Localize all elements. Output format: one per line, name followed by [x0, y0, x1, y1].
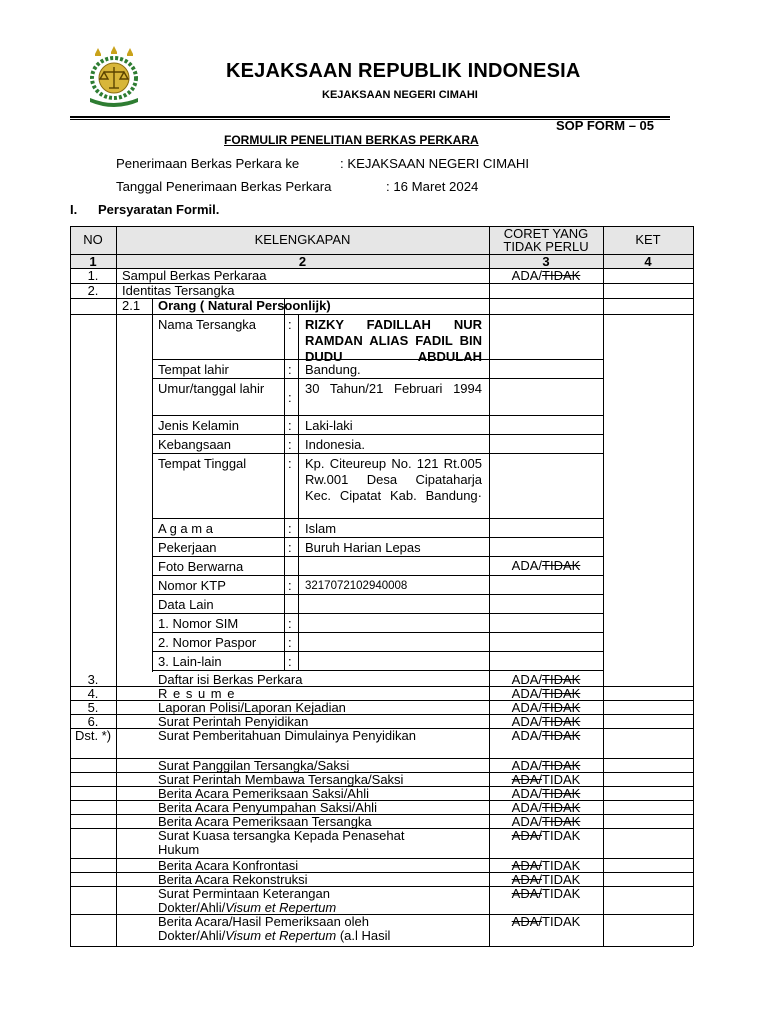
row-status: [489, 873, 603, 887]
status-tidak: TIDAK: [542, 686, 581, 701]
section-heading: [70, 202, 219, 217]
table-hline: [152, 575, 489, 576]
item-label: [158, 787, 369, 801]
table-hline: [70, 946, 693, 947]
table-hline: [489, 434, 603, 435]
item-number: 6.: [87, 714, 99, 729]
table-vline: [70, 226, 71, 946]
item-line: [158, 843, 404, 857]
status-tidak: TIDAK: [542, 872, 581, 887]
status-tidak: TIDAK: [542, 758, 581, 773]
identity-value: Islam: [305, 521, 337, 536]
status-tidak: TIDAK: [542, 914, 581, 929]
status-ada: ADA/: [511, 886, 543, 901]
item-label: [158, 859, 298, 873]
status-ada: ADA/: [511, 914, 543, 929]
col-header-kelengkapan: KELENGKAPAN: [254, 232, 351, 247]
table-vline: [284, 613, 285, 632]
row-number: 2.: [87, 283, 99, 298]
col-number-4: 4: [644, 254, 652, 269]
row-status: [489, 859, 603, 873]
col-number-2: 2: [298, 254, 307, 269]
item-line-text: Hukum: [158, 842, 200, 857]
row-item: Sampul Berkas Perkaraa: [122, 268, 267, 283]
identity-colon: :: [288, 635, 292, 650]
identity-colon: :: [288, 616, 292, 631]
identity-label: Kebangsaan: [158, 437, 232, 452]
table-hline: [489, 415, 603, 416]
form-title: FORMULIR PENELITIAN BERKAS PERKARA: [224, 133, 479, 147]
table-hline: [152, 434, 489, 435]
item-line-text: Dokter/Ahli/: [158, 900, 226, 915]
status-ada: ADA/: [511, 772, 543, 787]
table-hline: [70, 226, 693, 227]
table-vline: [298, 575, 299, 594]
table-hline: [489, 453, 603, 454]
table-hline: [152, 651, 489, 652]
office-subtitle: KEJAKSAAN NEGERI CIMAHI: [322, 89, 478, 101]
table-vline: [298, 651, 299, 670]
table-vline: [284, 594, 285, 613]
item-line-italic: Visum et Repertum: [225, 900, 337, 915]
table-vline: [116, 226, 117, 946]
identity-label: Pekerjaan: [158, 540, 217, 555]
item-number: 3.: [87, 672, 99, 687]
identity-colon: :: [288, 437, 292, 452]
table-vline: [298, 378, 299, 415]
table-vline: [298, 314, 299, 359]
status-tidak: TIDAK: [542, 558, 581, 573]
item-label: [158, 815, 372, 829]
row-item: Identitas Tersangka: [122, 283, 235, 298]
status-ada: ADA/: [511, 558, 543, 573]
col-number-1: 1: [89, 254, 97, 269]
identity-label: Nomor KTP: [158, 578, 226, 593]
item-line: Surat Panggilan Tersangka/Saksi: [158, 758, 350, 773]
row-status: [489, 887, 603, 901]
identity-label: A g a m a: [158, 521, 213, 536]
table-vline: [298, 518, 299, 537]
identity-label: Umur/tanggal lahir: [158, 381, 265, 396]
table-hline: [489, 594, 603, 595]
status-tidak: TIDAK: [542, 800, 581, 815]
item-label: [158, 887, 336, 915]
table-hline: [489, 613, 603, 614]
identity-value: Bandung.: [305, 362, 361, 377]
item-line: Surat Permintaan Keterangan: [158, 886, 330, 901]
item-line: Surat Kuasa tersangka Kepada Penasehat: [158, 828, 405, 843]
row-status: [489, 801, 603, 815]
table-hline: [489, 632, 603, 633]
item-label: [158, 687, 235, 701]
table-hline: [152, 613, 489, 614]
table-hline: [152, 670, 489, 671]
status-tidak: TIDAK: [542, 828, 581, 843]
item-line: R e s u m e: [158, 686, 236, 701]
table-vline: [298, 537, 299, 556]
row-status: [489, 269, 603, 283]
identity-label: Nama Tersangka: [158, 317, 257, 332]
item-label: [158, 715, 308, 729]
received-label: Penerimaan Berkas Perkara ke: [116, 156, 300, 171]
item-line-tail: (a.l Hasil: [336, 928, 391, 943]
identity-colon: :: [288, 390, 292, 405]
institution-title: KEJAKSAAN REPUBLIK INDONESIA: [226, 60, 581, 82]
col-header-ket: KET: [635, 232, 661, 247]
item-line: Berita Acara Rekonstruksi: [158, 872, 308, 887]
table-hline: [152, 378, 489, 379]
item-label: [158, 801, 377, 815]
item-line: Berita Acara Pemeriksaan Tersangka: [158, 814, 372, 829]
identity-colon: :: [288, 521, 292, 536]
item-line-text: Dokter/Ahli/: [158, 928, 226, 943]
status-tidak: TIDAK: [542, 886, 581, 901]
row-status: [489, 715, 603, 729]
table-vline: [693, 226, 694, 946]
identity-value: Indonesia.: [305, 437, 365, 452]
item-label: [158, 759, 349, 773]
table-vline: [284, 314, 285, 359]
row-number: 1.: [87, 268, 99, 283]
identity-colon: :: [288, 578, 292, 593]
item-line: Surat Pemberitahuan Dimulainya Penyidikan: [158, 728, 416, 743]
item-label: [158, 729, 416, 743]
row-status: [489, 687, 603, 701]
table-hline: [152, 632, 489, 633]
table-vline: [284, 415, 285, 434]
status-tidak: TIDAK: [542, 772, 581, 787]
table-vline: [284, 556, 285, 575]
row-status: [489, 787, 603, 801]
identity-colon: :: [288, 362, 292, 377]
item-line: Berita Acara Penyumpahan Saksi/Ahli: [158, 800, 377, 815]
sub-number: 2.1: [122, 298, 141, 313]
identity-value: 30 Tahun/21 Februari 1994: [305, 381, 482, 396]
col-number-3: 3: [542, 254, 550, 269]
date-value: : 16 Maret 2024: [386, 179, 479, 194]
row-status: [489, 773, 603, 787]
table-hline: [152, 453, 489, 454]
identity-label: Data Lain: [158, 597, 214, 612]
identity-label: 1. Nomor SIM: [158, 616, 239, 631]
row-status: [489, 701, 603, 715]
item-line-italic: Visum et Repertum: [225, 928, 337, 943]
table-hline: [489, 670, 603, 671]
table-hline: [489, 651, 603, 652]
status-ada: ADA/: [511, 828, 543, 843]
status-tidak: TIDAK: [542, 858, 581, 873]
section-title: Persyaratan Formil.: [98, 202, 220, 217]
table-vline: [298, 594, 299, 613]
item-line: Laporan Polisi/Laporan Kejadian: [158, 700, 346, 715]
identity-colon: :: [288, 456, 292, 471]
status-tidak: TIDAK: [542, 268, 581, 283]
identity-label: Tempat Tinggal: [158, 456, 247, 471]
identity-colon: :: [288, 540, 292, 555]
form-code: SOP FORM – 05: [556, 118, 655, 133]
item-number: 4.: [87, 686, 99, 701]
date-label: Tanggal Penerimaan Berkas Perkara: [116, 179, 332, 194]
table-vline: [284, 518, 285, 537]
item-line: [158, 901, 336, 915]
row-status: [489, 729, 603, 743]
status-ada: ADA/: [511, 728, 543, 743]
item-line: Berita Acara Pemeriksaan Saksi/Ahli: [158, 786, 369, 801]
item-label: [158, 701, 346, 715]
row-status: [489, 915, 603, 929]
table-vline: [603, 226, 604, 946]
identity-colon: :: [288, 317, 292, 332]
status-tidak: TIDAK: [542, 714, 581, 729]
item-label: [158, 773, 403, 787]
status-ada: ADA/: [511, 686, 543, 701]
table-vline: [298, 556, 299, 575]
table-hline: [489, 378, 603, 379]
table-hline: [489, 575, 603, 576]
identity-label: 2. Nomor Paspor: [158, 635, 257, 650]
sub-item: Orang ( Natural Persoonlijk): [158, 298, 331, 313]
table-vline: [284, 537, 285, 556]
table-hline: [489, 537, 603, 538]
status-tidak: TIDAK: [542, 672, 581, 687]
table-hline: [152, 518, 489, 519]
table-vline: [284, 453, 285, 518]
col-header-no: NO: [83, 232, 103, 247]
table-vline: [284, 434, 285, 453]
status-ada: ADA/: [511, 714, 543, 729]
table-hline: [152, 415, 489, 416]
status-ada: ADA/: [511, 872, 543, 887]
item-line: Daftar isi Berkas Perkara: [158, 672, 303, 687]
item-line: [158, 929, 390, 943]
status-tidak: TIDAK: [542, 728, 581, 743]
table-vline: [298, 415, 299, 434]
status-ada: ADA/: [511, 672, 543, 687]
table-hline: [152, 537, 489, 538]
item-line: Surat Perintah Membawa Tersangka/Saksi: [158, 772, 404, 787]
received-value: : KEJAKSAAN NEGERI CIMAHI: [340, 156, 530, 171]
table-hline: [70, 314, 693, 315]
kejaksaan-emblem-logo: [84, 46, 156, 112]
row-status: [489, 759, 603, 773]
item-line: Berita Acara Konfrontasi: [158, 858, 299, 873]
table-vline: [284, 651, 285, 670]
identity-value: Kp. Citeureup No. 121 Rt.005 Rw.001 Desa Cipataharja Kec. Cipatat Kab. Bandung·: [305, 456, 482, 503]
status-ada: ADA/: [511, 758, 543, 773]
item-label: [158, 915, 390, 943]
col-header-coret: CORET YANG TIDAK PERLU: [503, 226, 589, 254]
item-line: Surat Perintah Penyidikan: [158, 714, 309, 729]
row-status: [489, 673, 603, 687]
section-number: I.: [70, 202, 78, 217]
table-hline: [489, 359, 603, 360]
identity-value: RIZKY FADILLAH NUR RAMDAN ALIAS FADIL BIN DUDU ABDULAH: [305, 317, 482, 364]
table-vline: [152, 298, 153, 672]
table-vline: [284, 359, 285, 378]
identity-colon: :: [288, 654, 292, 669]
status-ada: ADA/: [511, 800, 543, 815]
table-vline: [298, 632, 299, 651]
row-status: [489, 829, 603, 843]
table-hline: [489, 518, 603, 519]
identity-colon: :: [288, 418, 292, 433]
table-vline: [298, 434, 299, 453]
identity-value: Laki-laki: [305, 418, 353, 433]
table-vline: [298, 613, 299, 632]
identity-label: Foto Berwarna: [158, 559, 244, 574]
identity-value: Buruh Harian Lepas: [305, 540, 421, 555]
table-vline: [298, 453, 299, 518]
identity-label: Jenis Kelamin: [158, 418, 239, 433]
status-ada: ADA/: [511, 786, 543, 801]
status-ada: ADA/: [511, 268, 543, 283]
table-vline: [284, 378, 285, 415]
identity-value: 3217072102940008: [305, 580, 408, 592]
status-tidak: TIDAK: [542, 814, 581, 829]
table-hline: [489, 556, 603, 557]
status-ada: ADA/: [511, 814, 543, 829]
identity-label: 3. Lain-lain: [158, 654, 222, 669]
item-line: Berita Acara/Hasil Pemeriksaan oleh: [158, 914, 369, 929]
table-hline: [152, 594, 489, 595]
status-ada: ADA/: [511, 858, 543, 873]
item-label: [158, 873, 308, 887]
row-status: [489, 815, 603, 829]
status-tidak: TIDAK: [542, 700, 581, 715]
table-vline: [284, 632, 285, 651]
identity-label: Tempat lahir: [158, 362, 229, 377]
table-vline: [298, 359, 299, 378]
status-tidak: TIDAK: [542, 786, 581, 801]
row-status: [489, 559, 603, 573]
status-ada: ADA/: [511, 700, 543, 715]
table-vline: [284, 575, 285, 594]
table-hline: [152, 556, 489, 557]
item-number: 5.: [87, 700, 99, 715]
item-number: Dst. *): [74, 728, 112, 743]
item-label: [158, 673, 303, 687]
item-label: [158, 829, 404, 857]
